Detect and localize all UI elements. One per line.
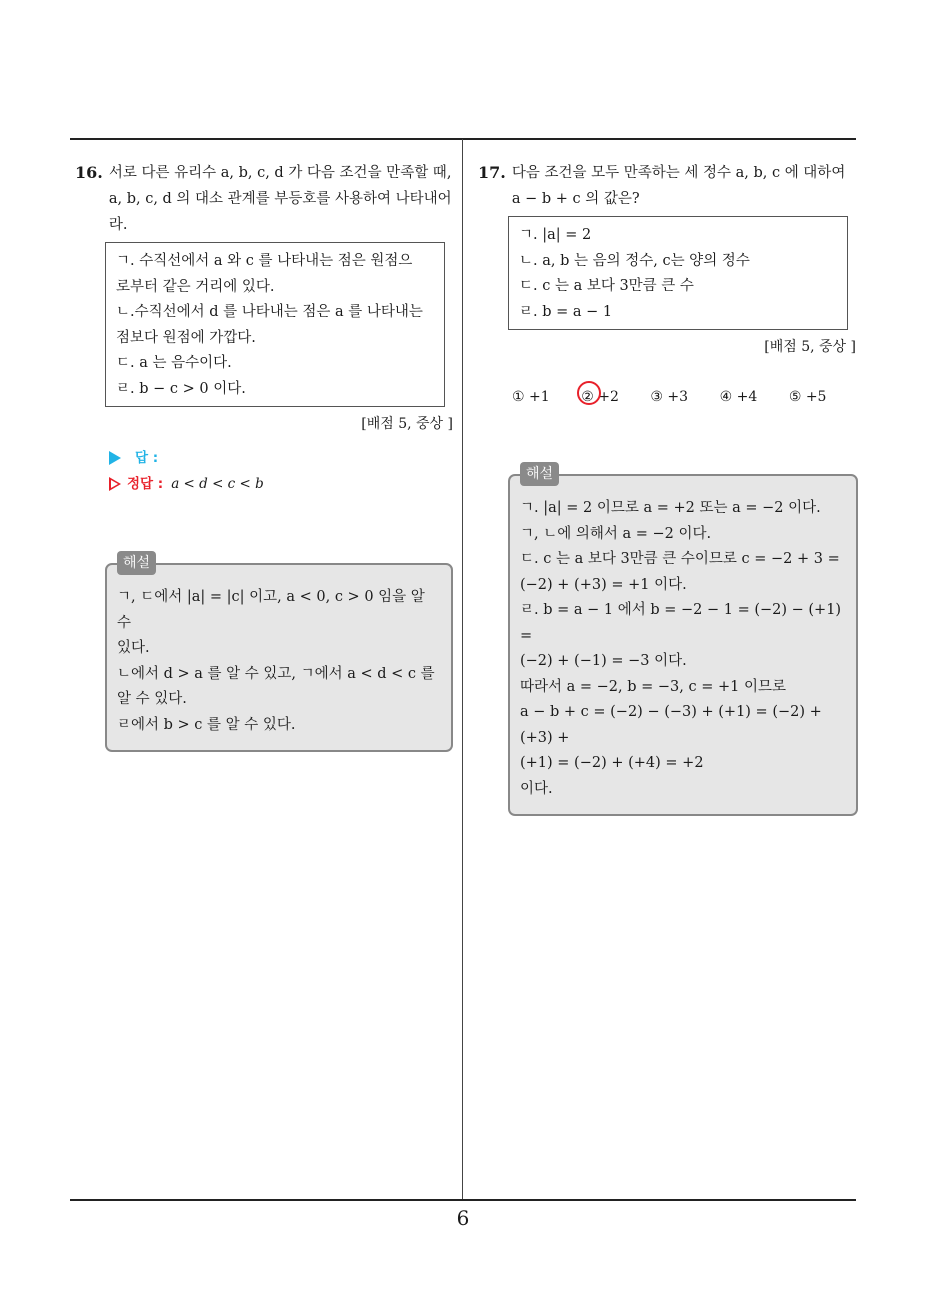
answer-label: 답 : bbox=[135, 450, 159, 466]
choice-3[interactable] bbox=[650, 384, 719, 410]
question-text-line: 라. bbox=[108, 217, 128, 233]
condition-box bbox=[105, 242, 445, 407]
choice-value: +5 bbox=[805, 389, 827, 405]
play-triangle-icon bbox=[109, 451, 121, 465]
choice-value: +2 bbox=[598, 389, 619, 405]
top-rule bbox=[70, 138, 856, 140]
condition-line: ㄱ. 수직선에서 a 와 c 를 나타내는 점은 원점으 bbox=[116, 253, 413, 269]
explanation-line: 따라서 a = −2, b = −3, c = +1 이므로 bbox=[520, 678, 786, 695]
explanation-box bbox=[508, 466, 858, 816]
answer-row bbox=[109, 445, 455, 471]
explanation-line: (+1) = (−2) + (+4) = +2 bbox=[520, 755, 704, 771]
bottom-rule bbox=[70, 1199, 856, 1201]
explanation-tag: 해설 bbox=[520, 462, 559, 486]
choice-value: +1 bbox=[529, 389, 550, 405]
explanation-line: ㄱ, ㄷ에서 |a| = |c| 이고, a < 0, c > 0 임을 알 수 bbox=[117, 589, 425, 631]
question-17-header bbox=[478, 160, 858, 212]
outline-triangle-icon bbox=[109, 477, 121, 491]
condition-line: 점보다 원점에 가깝다. bbox=[116, 329, 256, 346]
explanation-line: ㄱ, ㄴ에 의해서 a = −2 이다. bbox=[520, 525, 712, 542]
column-divider bbox=[462, 139, 463, 1201]
choice-number: ③ bbox=[650, 389, 663, 405]
correct-answer-label: 정답 : bbox=[127, 476, 164, 492]
choice-number: ① bbox=[512, 389, 525, 405]
page-number: 6 bbox=[456, 1206, 470, 1230]
question-number: 17. bbox=[478, 163, 506, 182]
question-text bbox=[109, 160, 455, 238]
question-text bbox=[512, 160, 858, 212]
explanation-tag: 해설 bbox=[117, 551, 156, 575]
explanation-line: 이다. bbox=[520, 780, 553, 797]
answer-block bbox=[109, 445, 455, 497]
condition-line: 로부터 같은 거리에 있다. bbox=[116, 278, 275, 295]
explanation-line: 있다. bbox=[117, 640, 150, 656]
explanation-line: 알 수 있다. bbox=[117, 691, 187, 707]
choice-number: ② bbox=[581, 389, 594, 405]
explanation-line: ㄱ. |a| = 2 이므로 a = +2 또는 a = −2 이다. bbox=[520, 500, 821, 516]
condition-line: ㄴ. a, b 는 음의 정수, c는 양의 정수 bbox=[519, 252, 750, 269]
choice-value: +3 bbox=[667, 389, 689, 405]
explanation-box bbox=[105, 555, 453, 752]
choice-1[interactable] bbox=[512, 384, 581, 410]
question-text-line: 다음 조건을 모두 만족하는 세 정수 a, b, c 에 대하여 bbox=[511, 165, 846, 181]
explanation-line: (−2) + (−1) = −3 이다. bbox=[520, 653, 687, 669]
question-text-line: a − b + c 의 값은? bbox=[511, 191, 640, 207]
question-16-header bbox=[75, 160, 455, 238]
choice-2[interactable] bbox=[581, 384, 650, 410]
question-16 bbox=[75, 160, 455, 752]
question-text-line: a, b, c, d 의 대소 관계를 부등호를 사용하여 나타내어 bbox=[108, 191, 452, 207]
choice-value: +4 bbox=[736, 389, 758, 405]
explanation-line: ㄹ에서 b > c 를 알 수 있다. bbox=[117, 716, 296, 733]
question-17 bbox=[478, 160, 858, 816]
points-label: [배점 5, 중상 ] bbox=[764, 339, 856, 355]
choice-number: ⑤ bbox=[788, 389, 802, 405]
explanation-line: ㄷ. c 는 a 보다 3만큼 큰 수이므로 c = −2 + 3 = bbox=[520, 551, 840, 567]
choice-4[interactable] bbox=[720, 384, 789, 410]
points-label: [배점 5, 중상 ] bbox=[361, 416, 453, 432]
explanation-line: ㄹ. b = a − 1 에서 b = −2 − 1 = (−2) − (+1) = bbox=[520, 602, 842, 644]
condition-line: ㄷ. a 는 음수이다. bbox=[116, 355, 232, 371]
explanation-line: a − b + c = (−2) − (−3) + (+1) = (−2) + (+3) + bbox=[520, 704, 822, 746]
condition-line: ㄱ. |a| = 2 bbox=[519, 227, 592, 243]
condition-line: ㄴ.수직선에서 d 를 나타내는 점은 a 를 나타내는 bbox=[116, 304, 423, 320]
answer-choices bbox=[512, 384, 858, 410]
question-number: 16. bbox=[75, 163, 103, 182]
choice-number: ④ bbox=[719, 389, 733, 405]
condition-box bbox=[508, 216, 848, 330]
condition-line: ㄹ. b = a − 1 bbox=[519, 303, 613, 320]
explanation-line: ㄴ에서 d > a 를 알 수 있고, ㄱ에서 a < d < c 를 bbox=[117, 665, 435, 682]
condition-line: ㄷ. c 는 a 보다 3만큼 큰 수 bbox=[519, 278, 694, 294]
correct-answer-value: a < d < c < b bbox=[171, 476, 264, 492]
correct-answer-row bbox=[109, 471, 455, 497]
condition-line: ㄹ. b − c > 0 이다. bbox=[116, 380, 246, 397]
explanation-line: (−2) + (+3) = +1 이다. bbox=[520, 576, 687, 593]
choice-5[interactable] bbox=[789, 384, 858, 410]
question-text-line: 서로 다른 유리수 a, b, c, d 가 다음 조건을 만족할 때, bbox=[108, 165, 452, 181]
